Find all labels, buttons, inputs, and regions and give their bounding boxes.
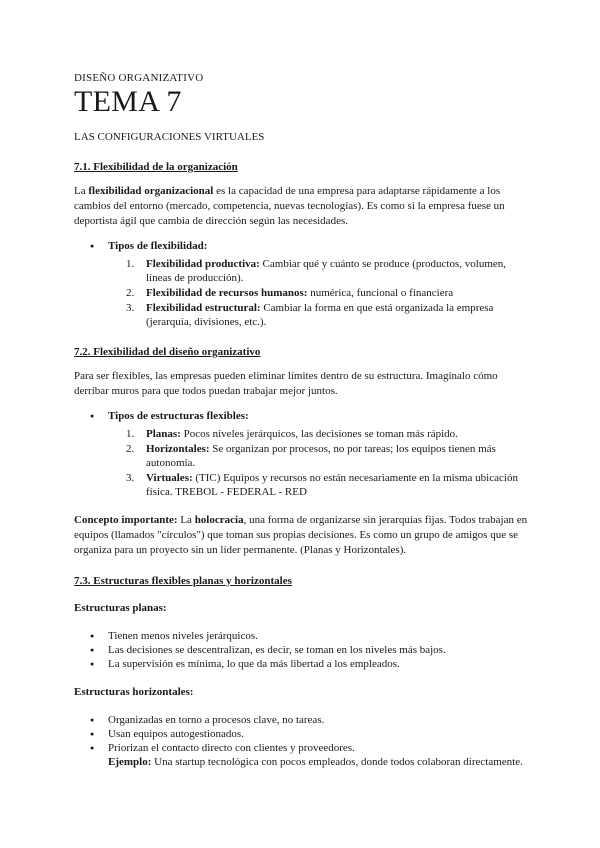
list-title: Tipos de flexibilidad:	[108, 240, 208, 252]
item-term: Flexibilidad estructural:	[146, 302, 261, 314]
list-item	[74, 286, 534, 300]
flexibility-types-numbered	[74, 257, 534, 329]
item-number: 2.	[126, 287, 135, 299]
list-title: Tipos de estructuras flexibles:	[108, 410, 249, 422]
chapter-title: LAS CONFIGURACIONES VIRTUALES	[74, 131, 265, 143]
item-term: Planas:	[146, 428, 181, 440]
section-7-1-intro	[74, 184, 534, 229]
item-number: 3.	[126, 302, 135, 314]
item-text: Se organizan por procesos, no por tareas; los equipos tienen más autonomía.	[146, 443, 496, 469]
item-text: Cambiar la forma en que está organizada la empresa (jerarquía, divisiones, etc.).	[146, 302, 494, 328]
item-number: 2.	[126, 443, 135, 455]
subject-label: DISEÑO ORGANIZATIVO	[74, 72, 204, 84]
list-item	[74, 239, 534, 254]
list-item	[74, 471, 534, 499]
item-text: Cambiar qué y cuánto se produce (productos, volumen, líneas de producción).	[146, 258, 507, 284]
flexibility-types-list	[74, 239, 534, 254]
list-item	[74, 427, 534, 441]
section-heading-7-2: 7.2. Flexibilidad del diseño organizativo	[74, 346, 261, 358]
example-text: Una startup tecnológica con pocos empleados, donde todos colaboran directamente.	[151, 756, 523, 768]
intro-text: La	[74, 185, 89, 197]
item-number: 3.	[126, 472, 135, 484]
list-item: ● Las decisiones se descentralizan, es decir, se toman en los niveles más bajos.	[74, 643, 534, 657]
list-item: ● Priorizan el contacto directo con clientes y proveedores.	[74, 741, 534, 755]
list-item	[74, 301, 534, 329]
page-title: TEMA 7	[74, 85, 182, 118]
example-label: Ejemplo:	[108, 756, 152, 768]
section-heading-7-1: 7.1. Flexibilidad de la organización	[74, 161, 238, 173]
horizontales-label: Estructuras horizontales:	[74, 686, 194, 698]
item-number: 1.	[126, 258, 135, 270]
list-item	[74, 257, 534, 285]
example-item	[74, 755, 534, 769]
intro-term: flexibilidad organizacional	[88, 185, 214, 197]
structure-types-list	[74, 409, 534, 424]
concept-term: holocracia	[194, 514, 244, 526]
item-number: 1.	[126, 428, 135, 440]
concept-text-rest: , una forma de organizarse sin jerarquías fijas. Todos trabajan en equipos (llamados "círculos") que toman sus propias decisiones. Es como un grupo de amigos que se organiza para un proyecto sin un líder permanente. (Planas y Horizontales).	[74, 514, 528, 556]
concept-paragraph	[74, 513, 534, 558]
section-7-2-intro: Para ser flexibles, las empresas pueden eliminar límites dentro de su estructura. Imagínalo cómo derribar muros para que todos puedan trabajar mejor juntos.	[74, 370, 498, 397]
list-item: ● La supervisión es mínima, lo que da más libertad a los empleados.	[74, 657, 534, 671]
item-term: Horizontales:	[146, 443, 210, 455]
list-item: ● Usan equipos autogestionados.	[74, 727, 534, 741]
item-term: Flexibilidad de recursos humanos:	[146, 287, 308, 299]
concept-label: Concepto importante:	[74, 514, 178, 526]
item-term: Flexibilidad productiva:	[146, 258, 260, 270]
list-item: ● Tienen menos niveles jerárquicos.	[74, 629, 534, 643]
planas-label: Estructuras planas:	[74, 602, 167, 614]
item-text: numérica, funcional o financiera	[307, 287, 454, 299]
document-page	[74, 66, 534, 769]
item-text: Pocos niveles jerárquicos, las decisiones se toman más rápido.	[180, 428, 458, 440]
intro-text-rest: es la capacidad de una empresa para adaptarse rápidamente a los cambios del entorno (mercado, competencia, nuevas tecnologías). Es como si la empresa fuese un deportista ágil que cambia de dirección según las necesidades.	[74, 185, 505, 227]
section-heading-7-3: 7.3. Estructuras flexibles planas y horizontales	[74, 575, 292, 587]
concept-text: La	[177, 514, 195, 526]
planas-list	[74, 629, 534, 671]
list-item: ● Organizadas en torno a procesos clave, no tareas.	[74, 713, 534, 727]
list-item	[74, 409, 534, 424]
item-text: (TIC) Equipos y recursos no están necesariamente en la misma ubicación física. TREBOL - FEDERAL - RED	[146, 472, 518, 498]
structure-types-numbered	[74, 427, 534, 499]
list-item	[74, 442, 534, 470]
horizontales-list	[74, 713, 534, 769]
item-term: Virtuales:	[146, 472, 193, 484]
